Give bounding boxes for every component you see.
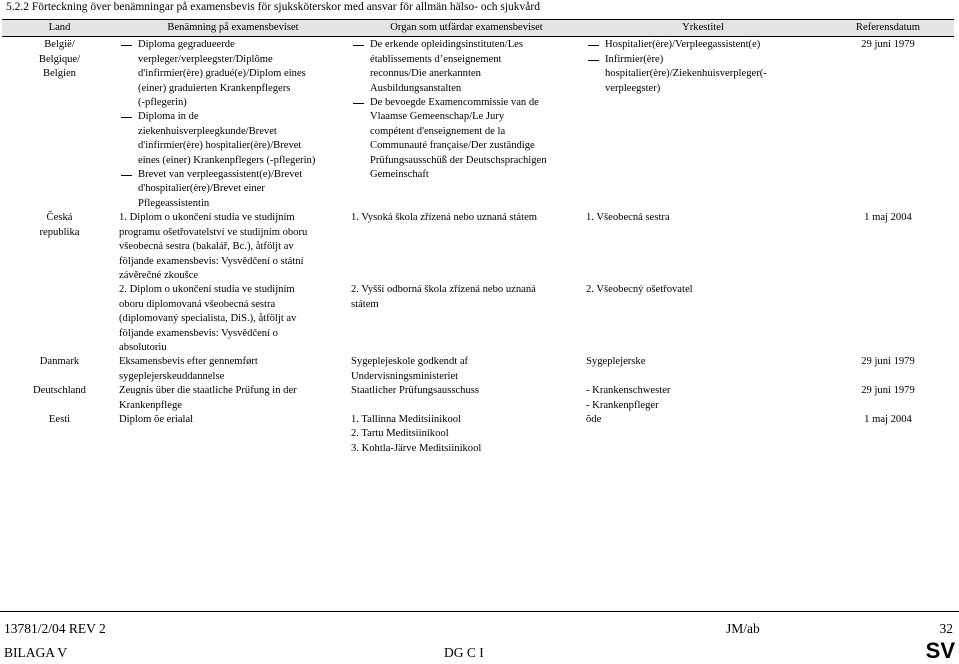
text-line: följande examensbevis: Vysvědčení o státní (119, 255, 304, 267)
benamning-cell (117, 384, 349, 413)
text-line: établissements d’enseignement (370, 53, 502, 65)
footer-language-code: SV (925, 638, 955, 663)
text-line: hospitalier(ère)/Ziekenhuisverpleger(- (605, 68, 767, 80)
list-item (351, 96, 582, 182)
footer-page-number: 32 (939, 621, 953, 636)
spacer (586, 226, 820, 284)
text-line: Ausbildungsanstalten (370, 82, 462, 94)
text-line: Sygeplejeskole godkendt af (351, 356, 469, 368)
text-line: Infirmier(ère) (605, 53, 664, 65)
datum-cell: 29 juni 1979 (861, 356, 915, 368)
text-line: (einer) graduierten Krankenpflegers (138, 82, 291, 94)
text-line: absolutoriu (119, 341, 167, 353)
text-line: d'hospitalier(ère)/Brevet einer (138, 183, 265, 195)
text-line: 2. Všeobecný ošetřovatel (586, 284, 693, 296)
land-text: republika (39, 226, 80, 238)
text-line: d'infirmier(ère) hospitalier(ère)/Brevet (138, 140, 302, 152)
yrkestitel-cell (584, 37, 822, 211)
header-yrkestitel: Yrkestitel (584, 20, 822, 37)
datum-cell: 29 juni 1979 (861, 385, 915, 397)
text-line: 1. Vysoká škola zřízená nebo uznaná státem (351, 212, 538, 224)
land-text: Belgique/ (38, 53, 81, 65)
yrkestitel-cell (584, 384, 822, 413)
text-line: ziekenhuisverpleegkunde/Brevet (138, 125, 277, 137)
text-line: 1. Tallinna Meditsiinikool (351, 413, 461, 425)
footer-initials: JM/ab (726, 621, 760, 636)
text-line: 1. Všeobecná sestra (586, 212, 670, 224)
text-line: Krankenpflege (119, 399, 182, 411)
text-line: - Krankenschwester (586, 385, 671, 397)
diploma-table (2, 19, 954, 456)
text-line: Eksamensbevis efter gennemført (119, 356, 258, 368)
list-item (586, 38, 820, 52)
footer-divider (0, 611, 959, 612)
table-row-eesti (2, 413, 954, 456)
organ-cell (349, 37, 584, 211)
benamning-cell (117, 37, 349, 211)
list-item (351, 38, 582, 96)
text-line: Diploma gegradueerde (138, 39, 235, 51)
text-line: Zeugnis über die staatliche Prüfung in der (119, 385, 297, 397)
land-cell: Danmark (39, 356, 80, 368)
benamning-cell (117, 211, 349, 355)
list-item (119, 38, 347, 110)
table-row-deutschland (2, 384, 954, 413)
benamning-cell: Diplom õe erialal (119, 413, 194, 425)
text-line: programu ošetřovatelství ve studijním oboru (119, 226, 308, 238)
text-line: Pflegeassistentin (138, 197, 210, 209)
yrkestitel-cell: Sygeplejerske (586, 356, 646, 368)
text-line: Prüfungsausschüß der Deutschsprachigen (370, 154, 547, 166)
land-text: Belgien (43, 68, 76, 80)
text-line: (diplomovaný specialista, DiS.), åtföljt av (119, 313, 297, 325)
text-line: eines (einer) Krankenpflegers (-pflegerin) (138, 154, 316, 166)
land-cell (2, 37, 117, 211)
table-header-row (2, 20, 954, 37)
header-organ: Organ som utfärdar examensbeviset (349, 20, 584, 37)
text-line: d'infirmier(ère) gradué(e)/Diplom eines (138, 68, 306, 80)
section-title: 5.2.2 Förteckning över benämningar på examensbevis för sjuksköterskor med ansvar för allmän hälso- och sjukvård (6, 1, 540, 13)
text-line: závěrečné zkoušce (119, 269, 199, 281)
yrkestitel-cell (584, 211, 822, 355)
text-line: 2. Vyšší odborná škola zřízená nebo uznaná (351, 284, 536, 296)
land-cell: Deutschland (33, 385, 86, 397)
organ-cell (349, 355, 584, 384)
text-line: verpleger/verpleegster/Diplôme (138, 53, 273, 65)
list-item (119, 168, 347, 211)
land-text: Česká (46, 212, 73, 224)
footer-dg: DG C I (444, 645, 484, 660)
text-line: verpleegster) (605, 82, 661, 94)
text-line: De bevoegde Examencommissie van de (370, 97, 539, 109)
text-line: 2. Diplom o ukončení studia ve studijním (119, 284, 295, 296)
text-line: De erkende opleidingsinstituten/Les (370, 39, 523, 51)
text-line: oboru diplomovaná všeobecná sestra (119, 298, 276, 310)
table-row-danmark (2, 355, 954, 384)
text-line: Vlaamse Gemeenschap/Le Jury (370, 111, 505, 123)
text-line: reconnus/Die anerkannten (370, 68, 481, 80)
text-line: Hospitalier(ère)/Verpleegassistent(e) (605, 39, 761, 51)
list-item (119, 110, 347, 168)
text-line: Diploma in de (138, 111, 199, 123)
table-row-ceska (2, 211, 954, 355)
text-line: compétent d'enseignement de la (370, 125, 506, 137)
datum-cell: 29 juni 1979 (861, 39, 915, 51)
land-text: België/ (44, 39, 75, 51)
datum-cell: 1 maj 2004 (864, 212, 912, 224)
text-line: Brevet van verpleegassistent(e)/Brevet (138, 169, 303, 181)
text-line: sygeplejerskeuddannelse (119, 370, 225, 382)
header-referensdatum: Referensdatum (822, 20, 954, 37)
header-land: Land (2, 20, 117, 37)
list-item (586, 53, 820, 96)
text-line: všeobecná sestra (bakalář, Bc.), åtföljt av (119, 241, 294, 253)
text-line: 3. Kohtla-Järve Meditsiinikool (351, 442, 482, 454)
datum-cell: 1 maj 2004 (864, 413, 912, 425)
footer-doc-ref: 13781/2/04 REV 2 (4, 621, 106, 636)
spacer (351, 226, 582, 284)
text-line: 1. Diplom o ukončení studia ve studijním (119, 212, 295, 224)
organ-cell: Staatlicher Prüfungsausschuss (351, 385, 479, 397)
benamning-cell (117, 355, 349, 384)
yrkestitel-cell: õde (586, 413, 602, 425)
table-row-belgie (2, 37, 954, 211)
header-benamning: Benämning på examensbeviset (117, 20, 349, 37)
text-line: - Krankenpfleger (586, 399, 659, 411)
text-line: státem (351, 298, 379, 310)
text-line: följande examensbevis: Vysvědčení o (119, 327, 278, 339)
text-line: 2. Tartu Meditsiinikool (351, 428, 449, 440)
organ-cell (349, 211, 584, 355)
text-line: Gemeinschaft (370, 169, 429, 181)
text-line: (-pflegerin) (138, 97, 187, 109)
land-cell: Eesti (48, 413, 71, 425)
footer-annex: BILAGA V (4, 645, 68, 660)
land-cell (2, 211, 117, 355)
text-line: Communauté française/Der zuständige (370, 140, 535, 152)
organ-cell (349, 413, 584, 456)
text-line: Undervisningsministeriet (351, 370, 459, 382)
